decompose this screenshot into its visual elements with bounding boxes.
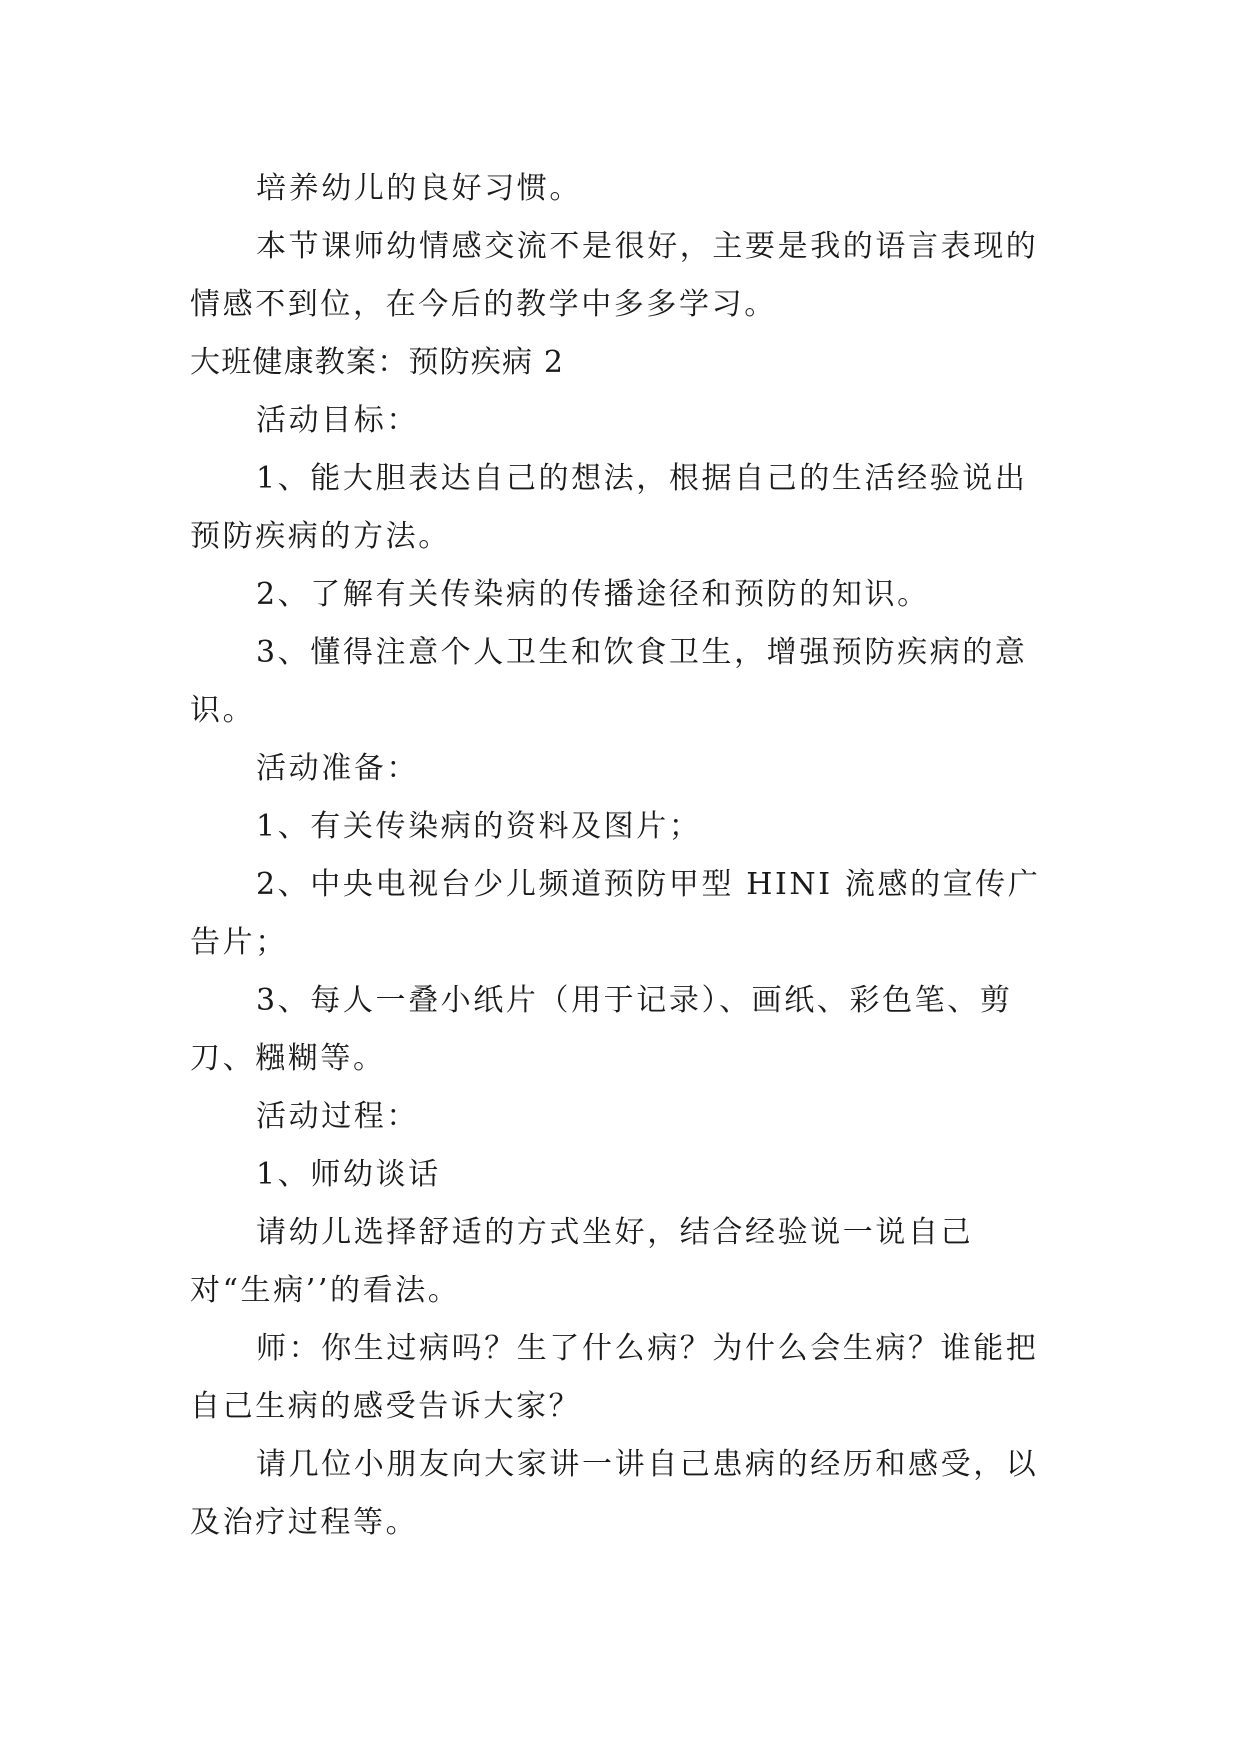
paragraph: 1、师幼谈话	[256, 1157, 441, 1192]
paragraph: 活动准备：	[256, 751, 419, 786]
paragraph: 2、了解有关传染病的传播途径和预防的知识。	[256, 577, 930, 612]
paragraph: 3、每人一叠小纸片（用于记录）、画纸、彩色笔、剪刀、糨糊等。	[190, 983, 1013, 1076]
paragraph: 1、能大胆表达自己的想法，根据自己的生活经验说出预防疾病的方法。	[190, 461, 1028, 554]
paragraph: 2、中央电视台少儿频道预防甲型 HINI 流感的宣传广告片；	[190, 867, 1041, 960]
paragraph: 活动目标：	[256, 403, 419, 438]
paragraph: 本节课师幼情感交流不是很好，主要是我的语言表现的情感不到位，在今后的教学中多多学习。	[190, 229, 1039, 322]
document-body	[190, 160, 1050, 1552]
paragraph: 培养幼儿的良好习惯。	[256, 171, 582, 206]
paragraph: 活动过程：	[256, 1099, 419, 1134]
paragraph: 请幼儿选择舒适的方式坐好，结合经验说一说自己对“生病’’的看法。	[190, 1215, 974, 1308]
paragraph: 请几位小朋友向大家讲一讲自己患病的经历和感受，以及治疗过程等。	[190, 1447, 1039, 1540]
paragraph: 3、懂得注意个人卫生和饮食卫生，增强预防疾病的意识。	[190, 635, 1028, 728]
paragraph: 师：你生过病吗？生了什么病？为什么会生病？谁能把自己生病的感受告诉大家？	[190, 1331, 1039, 1424]
section-title: 大班健康教案：预防疾病 2	[190, 345, 565, 380]
paragraph: 1、有关传染病的资料及图片；	[256, 809, 702, 844]
